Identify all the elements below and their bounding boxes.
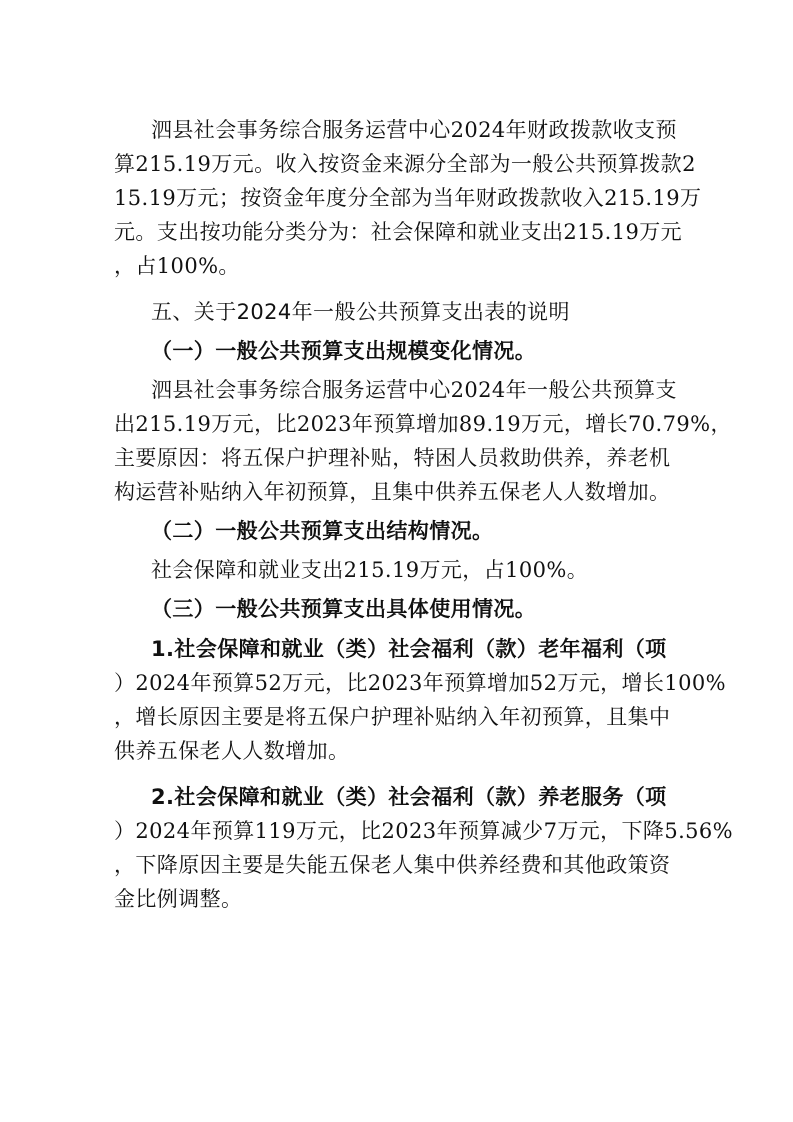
subheading-1: （一）一般公共预算支出规模变化情况。 [151,339,537,363]
paragraph-1-line-4: 元。支出按功能分类分为：社会保障和就业支出215.19万元 [114,220,683,244]
item-1-line-3: ，增长原因主要是将五保户护理补贴纳入年初预算，且集中 [114,705,671,729]
item-2-line-3: ，下降原因主要是失能五保老人集中供养经费和其他政策资 [114,853,671,877]
item-2-line-2: ）2024年预算119万元，比2023年预算减少7万元，下降5.56% [114,819,734,843]
paragraph-2-line-2: 出215.19万元，比2023年预算增加89.19万元，增长70.79%， [114,412,732,436]
item-1-line-4: 供养五保老人人数增加。 [114,739,350,763]
paragraph-2-line-3: 主要原因：将五保户护理补贴，特困人员救助供养，养老机 [114,446,671,470]
paragraph-1-line-5: ，占100%。 [114,254,240,278]
paragraph-2-line-4: 构运营补贴纳入年初预算，且集中供养五保老人人数增加。 [114,480,671,504]
paragraph-3-line-1: 社会保障和就业支出215.19万元，占100%。 [151,558,589,582]
section-heading-5: 五、关于2024年一般公共预算支出表的说明 [151,300,570,324]
item-1-heading: 1.社会保障和就业（类）社会福利（款）老年福利（项 [151,637,667,661]
item-2-heading: 2.社会保障和就业（类）社会福利（款）养老服务（项 [151,785,667,809]
item-1-line-2: ）2024年预算52万元，比2023年预算增加52万元，增长100% [114,671,726,695]
item-2-line-4: 金比例调整。 [114,887,243,911]
paragraph-1-line-3: 15.19万元；按资金年度分全部为当年财政拨款收入215.19万 [114,186,702,210]
paragraph-2-line-1: 泗县社会事务综合服务运营中心2024年一般公共预算支 [151,378,677,402]
paragraph-1-line-1: 泗县社会事务综合服务运营中心2024年财政拨款收支预 [151,118,677,142]
subheading-3: （三）一般公共预算支出具体使用情况。 [151,597,537,621]
subheading-2: （二）一般公共预算支出结构情况。 [151,519,494,543]
paragraph-1-line-2: 算215.19万元。收入按资金来源分全部为一般公共预算拨款2 [114,152,696,176]
